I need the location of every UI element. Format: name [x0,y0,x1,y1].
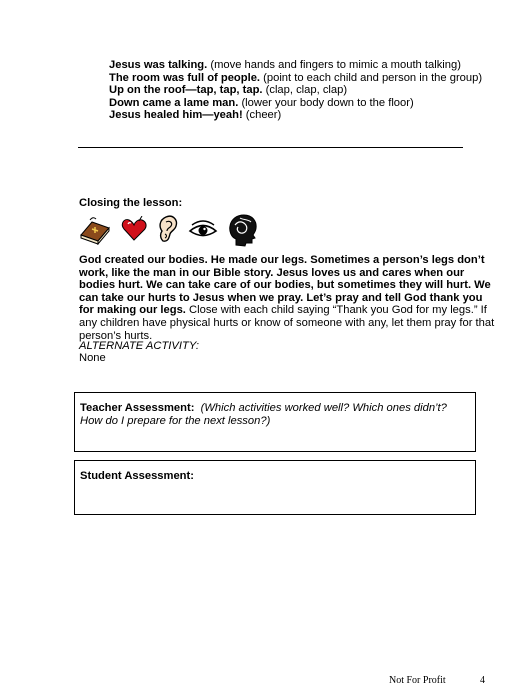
alternate-activity-text: None [79,352,106,364]
activity-action: Up on the roof—tap, tap, tap. [109,84,263,97]
activity-action: Jesus was talking. [109,59,208,71]
activity-instructions [109,59,509,122]
activity-action: Down came a lame man. [109,96,239,109]
closing-paragraph [79,254,499,342]
teacher-assessment-prompt: (Which activities worked well? Which ones didn’t? How do I prepare for the next lesson?) [80,402,447,427]
activity-gesture: (cheer) [242,109,282,122]
senses-icon-row [78,212,260,248]
activity-gesture: (clap, clap, clap) [262,84,348,97]
activity-gesture: (point to each child and person in the group) [260,71,483,84]
page-number: 4 [480,675,485,686]
student-assessment-label: Student Assessment: [80,470,194,482]
activity-action: Jesus healed him—yeah! [109,109,243,122]
head-profile-icon [226,213,260,247]
closing-paragraph-bold: God created our bodies. He made our legs. Sometimes a person’s legs don’t work, like the man in our Bible story. Jesus loves us and cares when our bodies hurt. We can take care of our bodies, but sometimes they will hurt. We can take our hurts to Jesus when we pray. Let’s pray and tell God thank you for making our legs. [79,254,491,317]
student-assessment-content [75,461,475,483]
footer-label: Not For Profit [389,675,446,686]
bible-icon [78,215,112,245]
eye-icon [188,218,218,242]
teacher-assessment-content [75,393,475,427]
teacher-assessment-label: Teacher Assessment: [80,402,195,414]
closing-paragraph-instructions: Close with each child saying “Thank you God for my legs.” If any children have physical hurts or know of someone with any, let them pray for that person’s hurts. [79,304,495,342]
activity-line [109,109,509,122]
section-divider [78,147,463,148]
ear-icon [156,214,180,246]
activity-line [109,72,509,85]
alternate-activity-heading: ALTERNATE ACTIVITY: [79,340,199,352]
activity-action: The room was full of people. [109,71,261,84]
activity-line [109,97,509,110]
activity-line [109,59,509,72]
activity-gesture: (move hands and fingers to mimic a mouth talking) [207,59,461,71]
student-assessment-box [74,460,476,515]
closing-heading: Closing the lesson: [79,197,183,209]
teacher-assessment-box [74,392,476,452]
activity-gesture: (lower your body down to the floor) [238,96,414,109]
heart-icon [120,216,148,244]
activity-line [109,84,509,97]
